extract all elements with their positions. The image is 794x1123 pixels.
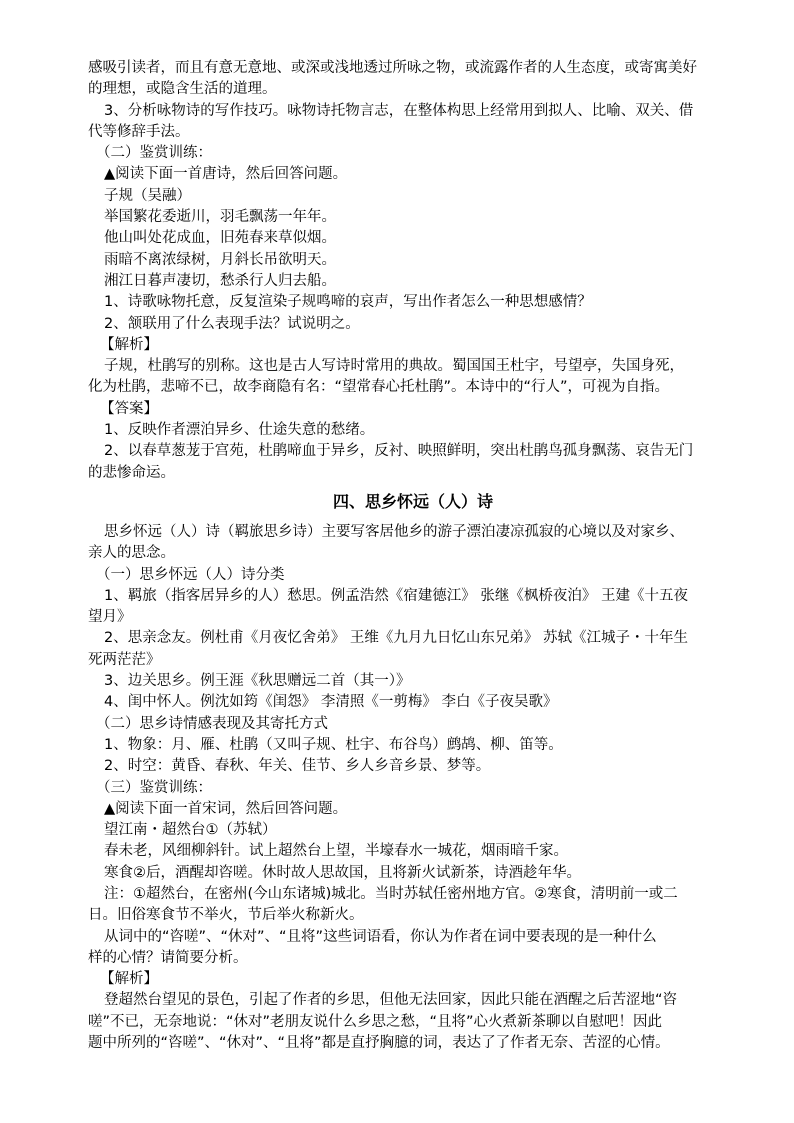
text-line: （二）思乡诗情感表现及其寄托方式 [96, 715, 328, 732]
text-line: （一）思乡怀远（人）诗分类 [96, 566, 285, 583]
text-line: 题中所列的“咨嗟”、“休对”、“且将”都是直抒胸臆的词，表达了了作者无奈、苦涩的心情。 [88, 1035, 670, 1052]
text-line: 湘江日暮声凄切，愁杀行人归去船。 [104, 272, 336, 289]
text-line: 化为杜鹃，悲啼不已，故李商隐有名：“望常春心托杜鹃”。本诗中的“行人”，可视为自指。 [88, 379, 670, 396]
text-line: 春未老，风细柳斜针。试上超然台上望，半壕春水一城花，烟雨暗千家。 [104, 843, 568, 860]
section-heading: 四、思乡怀远（人）诗 [332, 491, 493, 511]
text-line: 2、以春草葱茏于宫苑，杜鹃啼血于异乡，反衬、映照鲜明，突出杜鹃鸟孤身飘荡、哀告无门 [104, 443, 694, 460]
text-line: 样的心情？请简要分析。 [88, 949, 248, 966]
text-line: 登超然台望见的景色，引起了作者的乡思，但他无法回家，因此只能在酒醒之后苦涩地“咨 [104, 992, 678, 1009]
text-line: 从词中的“咨嗟”、“休对”、“且将”这些词语看，你认为作者在词中要表现的是一种什么 [104, 928, 657, 945]
text-line: 代等修辞手法。 [88, 123, 190, 140]
text-line: 雨暗不离浓绿树，月斜长吊欲明天。 [104, 251, 336, 268]
document-page [88, 58, 738, 1054]
text-line: 2、时空：黄昏、春秋、年关、佳节、乡人乡音乡景、梦等。 [104, 758, 491, 775]
text-line: 的理想，或隐含生活的道理。 [88, 81, 277, 98]
text-line: 1、羁旅（指客居异乡的人）愁思。例孟浩然《宿建德江》 张继《枫桥夜泊》 王建《十五夜 [104, 587, 688, 604]
text-line: 寒食②后，酒醒却咨嗟。休时故人思故国，且将新火试新茶，诗酒趁年华。 [104, 864, 581, 881]
text-line: 望江南・超然台①（苏轼） [104, 822, 277, 839]
text-line: 子规（吴融） [104, 187, 191, 204]
text-line: 思乡怀远（人）诗（羁旅思乡诗）主要写客居他乡的游子漂泊凄凉孤寂的心境以及对家乡、 [104, 523, 684, 540]
text-line: 日。旧俗寒食节不举火，节后举火称新火。 [88, 907, 364, 924]
text-line: 嗟”不已，无奈地说：“休对”老朋友说什么乡思之愁，“且将”心火煮新茶聊以自慰吧！因此 [88, 1013, 663, 1030]
text-line: 亲人的思念。 [88, 545, 175, 562]
text-line: （二）鉴赏训练： [96, 145, 212, 162]
text-line: 感吸引读者，而且有意无意地、或深或浅地透过所咏之物，或流露作者的人生态度，或寄寓美好 [88, 60, 697, 76]
text-line: 1、物象：月、雁、杜鹃（又叫子规、杜宇、布谷鸟）鹧鸪、柳、笛等。 [104, 736, 563, 753]
text-line: 2、思亲念友。例杜甫《月夜忆舍弟》 王维《九月九日忆山东兄弟》 苏轼《江城子・十年生 [104, 630, 688, 647]
text-line: （三）鉴赏训练： [96, 779, 212, 796]
text-line: 死两茫茫》 [88, 651, 161, 668]
text-line: 2、颔联用了什么表现手法？试说明之。 [104, 315, 360, 332]
text-line: 1、诗歌咏物托意，反复渲染子规鸣啼的哀声，写出作者怎么一种思想感情？ [104, 294, 592, 311]
text-line: 【解析】 [100, 971, 158, 988]
text-line: 他山叫处花成血，旧苑春来草似烟。 [104, 230, 336, 247]
text-line: 【解析】 [100, 336, 158, 353]
text-line: ▲阅读下面一首唐诗，然后回答问题。 [104, 166, 348, 183]
text-line: ▲阅读下面一首宋词，然后回答问题。 [104, 800, 348, 817]
text-line: 【答案】 [100, 400, 158, 417]
text-line: 1、反映作者漂泊异乡、仕途失意的愁绪。 [104, 422, 375, 439]
text-line: 3、分析咏物诗的写作技巧。咏物诗托物言志，在整体构思上经常用到拟人、比喻、双关、借 [104, 102, 694, 119]
text-line: 举国繁花委逝川，羽毛飘荡一年年。 [104, 209, 336, 226]
text-line: 注：①超然台，在密州(今山东诸城)城北。当时苏轼任密州地方官。②寒食，清明前一或二 [104, 885, 678, 902]
text-line: 子规，杜鹃写的别称。这也是古人写诗时常用的典故。蜀国国王杜宇，号望亭，失国身死， [104, 358, 684, 375]
text-line: 的悲惨命运。 [88, 464, 175, 481]
text-line: 望月》 [88, 609, 132, 626]
text-line: 4、闺中怀人。例沈如筠《闺怨》 李清照《一剪梅》 李白《子夜吴歌》 [104, 694, 558, 711]
text-line: 3、边关思乡。例王涯《秋思赠远二首（其一）》 [104, 673, 411, 690]
